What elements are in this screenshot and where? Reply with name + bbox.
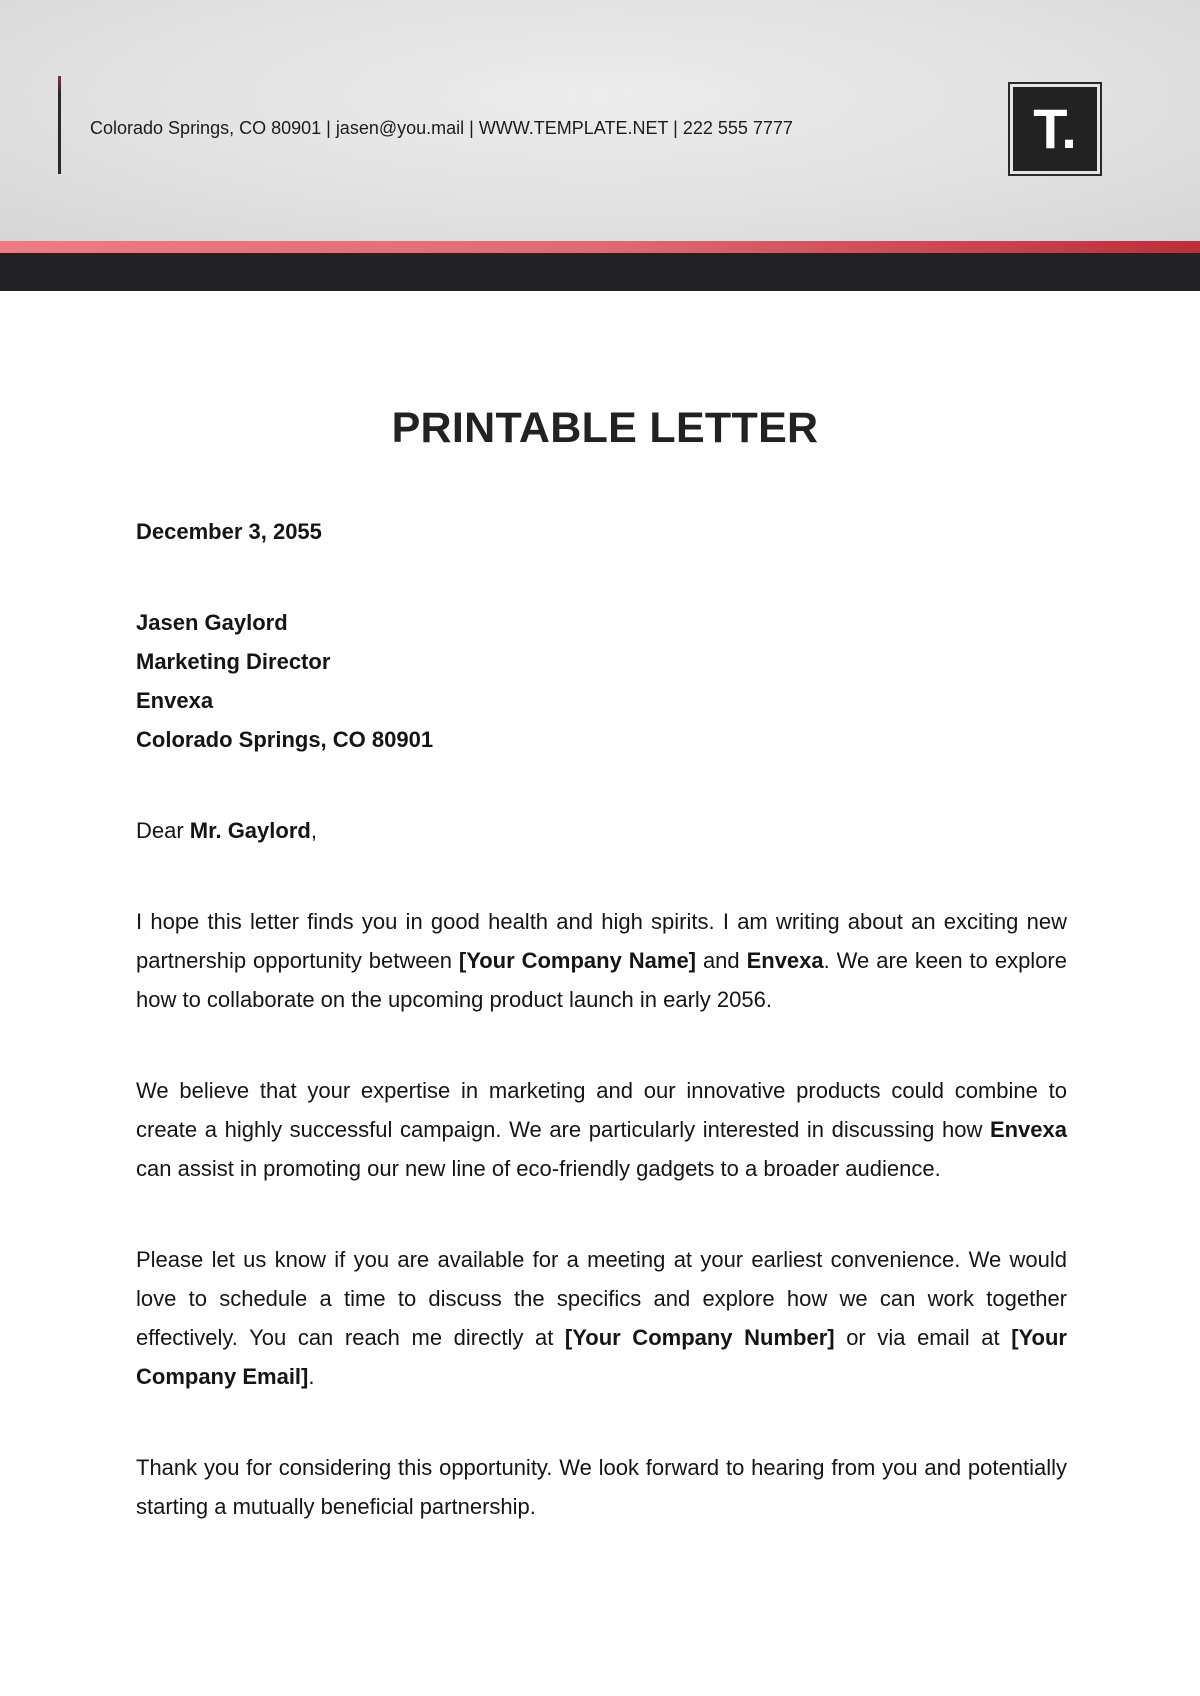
paragraph-closing (136, 1448, 1067, 1526)
paragraph-text: I hope this letter finds you in good health and high spirits. I am writing about an exciting new partnership opportunity between (136, 909, 1067, 973)
salutation-suffix: , (310, 818, 317, 843)
letter-body (136, 512, 1067, 1526)
recipient-company: Envexa (136, 688, 214, 713)
paragraph-proposal (136, 1071, 1067, 1188)
recipient-company-mention: Envexa (746, 948, 824, 973)
letter-title: PRINTABLE LETTER (391, 404, 819, 452)
paragraph-intro (136, 902, 1067, 1019)
paragraph-text: . (308, 1364, 315, 1389)
recipient-company-mention: Envexa (989, 1117, 1067, 1142)
paragraph-text: . We are keen to explore how to collaborate on the upcoming product launch in early 2056. (136, 948, 1067, 1012)
paragraph-text: Please let us know if you are available for a meeting at your earliest convenience. We would love to schedule a time to discuss the specifics and explore how we can work together effectively. You can reach me directly at (136, 1247, 1067, 1350)
header-red-stripe (0, 241, 1200, 253)
recipient-block (136, 603, 1067, 759)
company-number-placeholder: [Your Company Number] (564, 1325, 835, 1350)
letterhead (0, 0, 1200, 241)
paragraph-text: Thank you for considering this opportunity. We look forward to hearing from you and potentially starting a mutually beneficial partnership. (136, 1455, 1067, 1519)
company-logo (1008, 82, 1102, 176)
recipient-name: Jasen Gaylord (136, 610, 288, 635)
letter-date: December 3, 2055 (136, 519, 322, 544)
paragraph-text: can assist in promoting our new line of eco-friendly gadgets to a broader audience. (136, 1156, 941, 1181)
recipient-position: Marketing Director (136, 649, 331, 674)
paragraph-meeting (136, 1240, 1067, 1396)
recipient-address: Colorado Springs, CO 80901 (136, 727, 434, 752)
paragraph-text: and (696, 948, 747, 973)
company-email-placeholder: [Your Company Email] (136, 1325, 1067, 1389)
salutation-name: Mr. Gaylord (189, 818, 311, 843)
paragraph-text: or via email at (834, 1325, 1012, 1350)
header-dark-band (0, 253, 1200, 291)
salutation-prefix: Dear (136, 818, 190, 843)
paragraph-text: We believe that your expertise in marketing and our innovative products could combine to create a highly successful campaign. We are particularly interested in discussing how (136, 1078, 1067, 1142)
logo-mark: T. (1013, 87, 1097, 171)
header-accent-bar (58, 76, 61, 174)
salutation (136, 811, 1067, 850)
contact-info: Colorado Springs, CO 80901 | jasen@you.mail | WWW.TEMPLATE.NET | 222 555 7777 (90, 118, 793, 138)
company-name-placeholder: [Your Company Name] (458, 948, 697, 973)
